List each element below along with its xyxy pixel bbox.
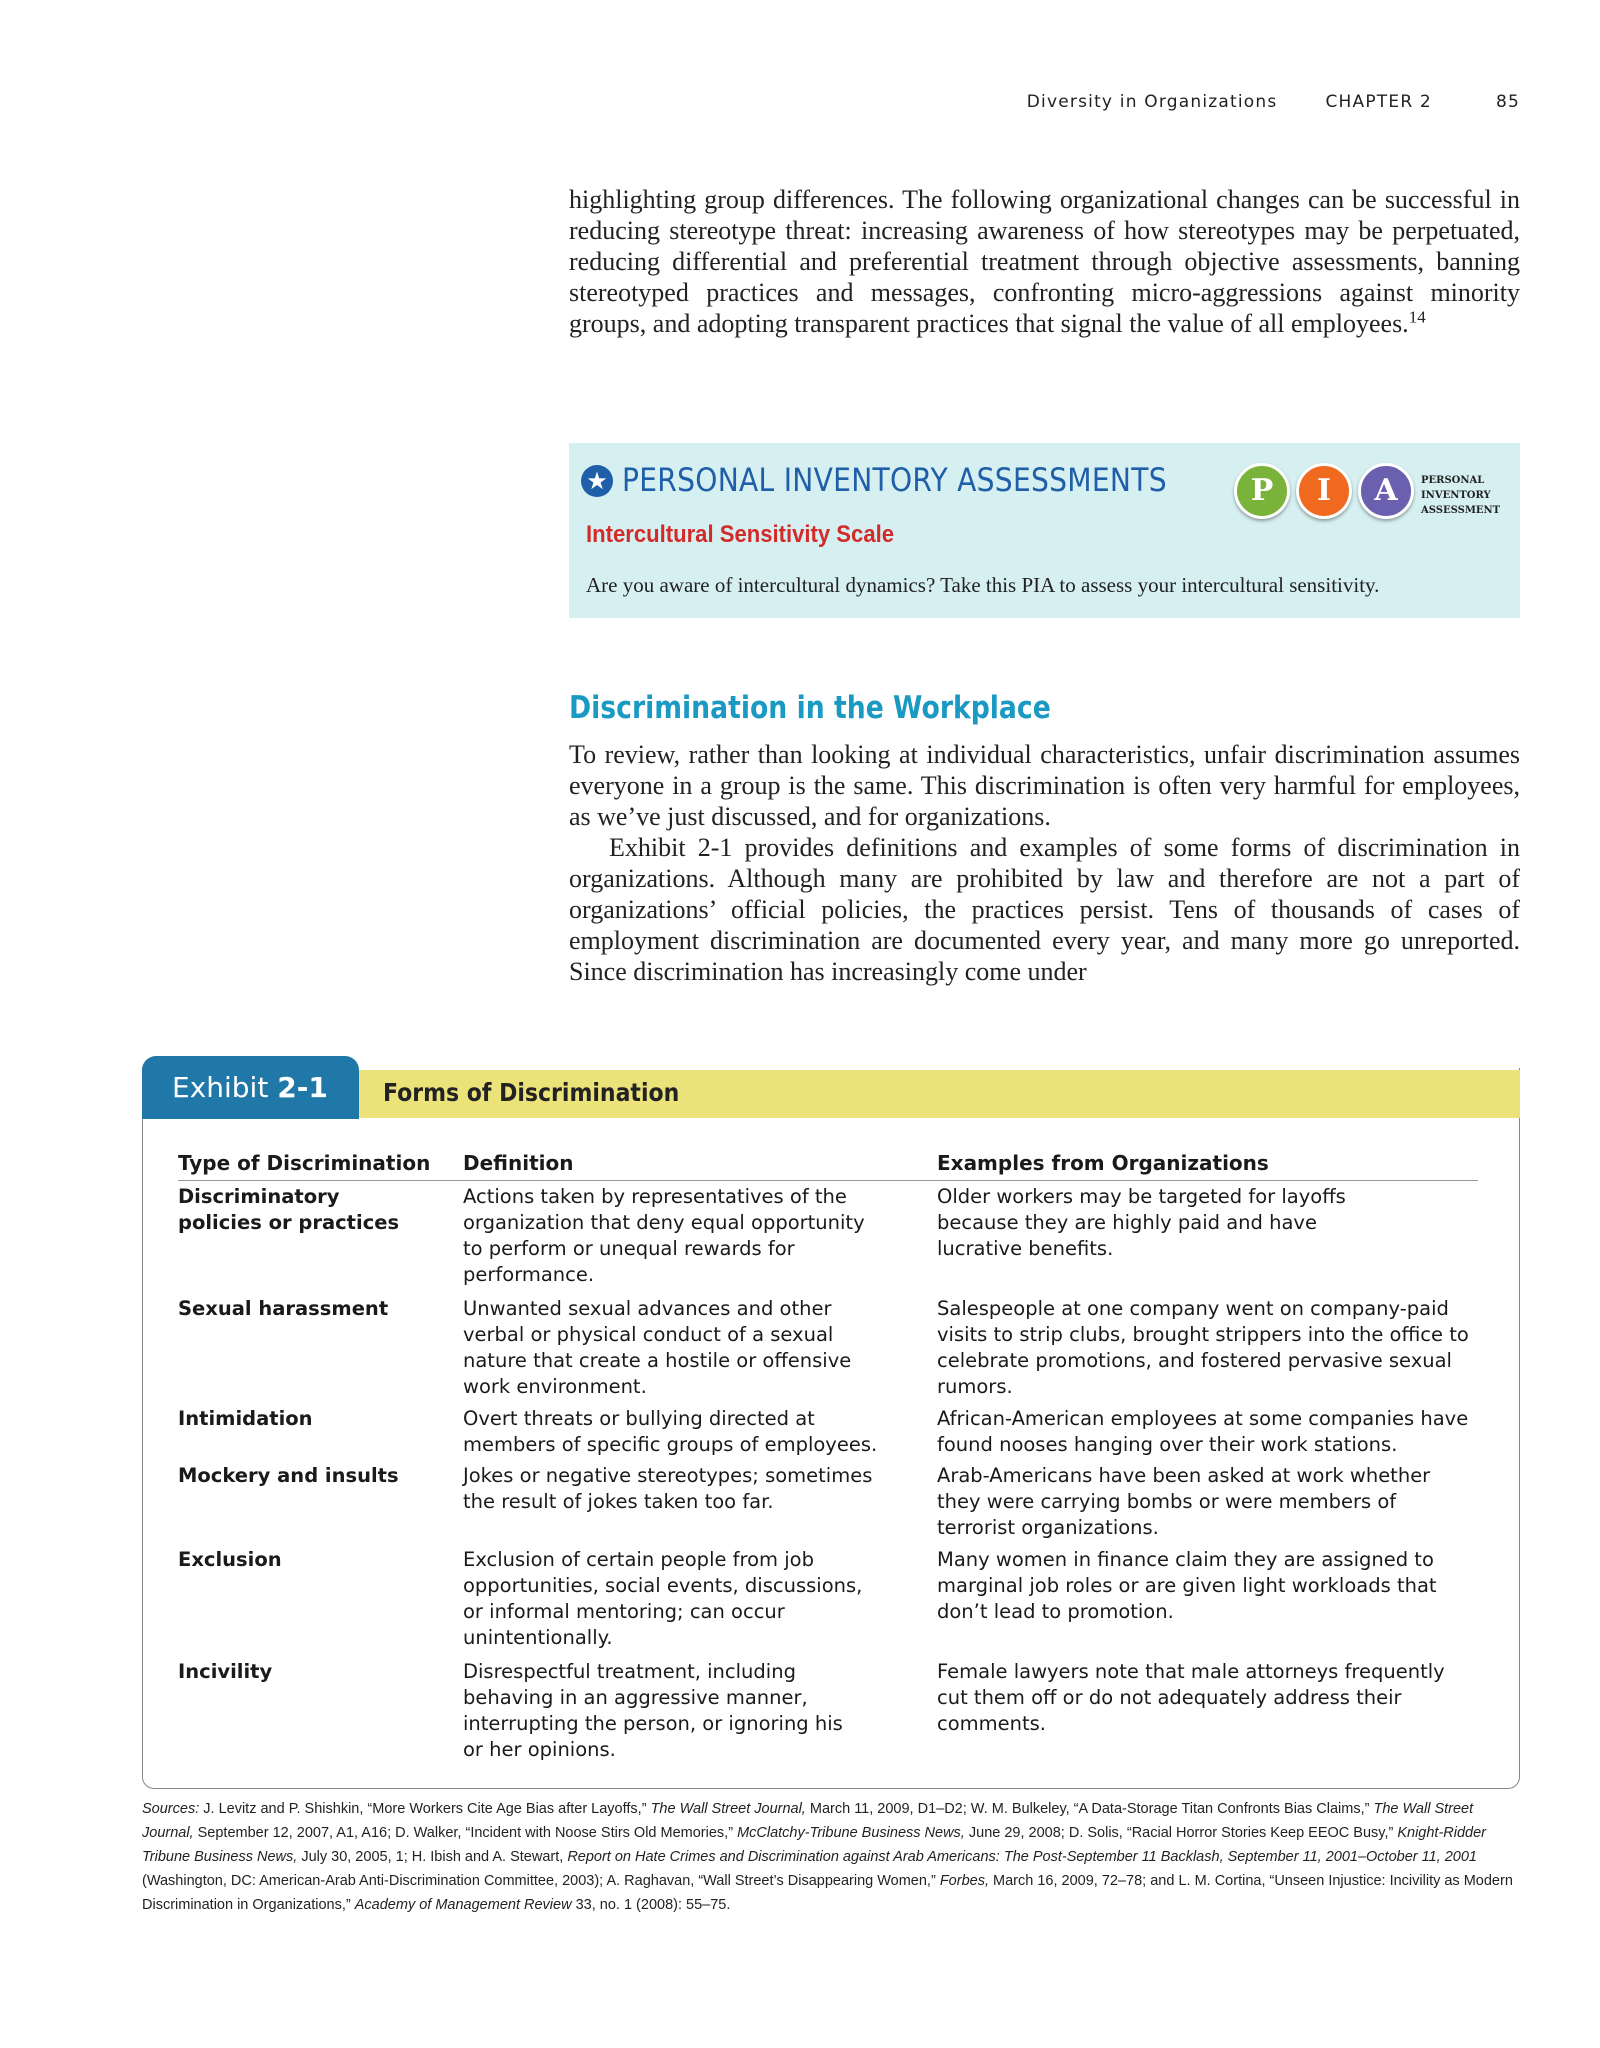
pia-heading: PERSONAL INVENTORY ASSESSMENTS xyxy=(622,461,1167,499)
intro-text: highlighting group differences. The following organizational changes can be successful in reducing stereotype threat: increasing awareness of how stereotypes may be perpetuated, reducing differential and preferential treatment through objective assessments, banning stereotyped practices and messages, confronting micro-aggressions against minority groups, and adopting transparent practices that signal the value of all employees. xyxy=(569,185,1520,338)
column-header-type: Type of Discrimination xyxy=(178,1151,431,1175)
star-icon: ★ xyxy=(581,465,613,497)
row-type: Mockery and insults xyxy=(178,1464,399,1487)
sources-journal: Academy of Management Review xyxy=(354,1897,572,1913)
sources-journal: Forbes, xyxy=(939,1873,989,1889)
row-definition: Unwanted sexual advances and other verbal or physical conduct of a sexual nature that create a hostile or offensive work environment. xyxy=(463,1297,852,1398)
row-type: Sexual harassment xyxy=(178,1297,389,1320)
column-header-examples: Examples from Organizations xyxy=(937,1151,1269,1175)
pia-logo-a: A xyxy=(1358,463,1414,519)
row-definition: Disrespectful treatment, including behaving in an aggressive manner, interrupting the person, or ignoring his or her opinions. xyxy=(463,1660,843,1761)
sources-label: Sources: xyxy=(142,1801,200,1817)
row-type: Discriminatory policies or practices xyxy=(178,1185,400,1234)
exhibit-label: Exhibit xyxy=(172,1071,269,1104)
page-number: 85 xyxy=(1495,92,1520,112)
exhibit-tab xyxy=(142,1056,359,1119)
row-type: Incivility xyxy=(178,1660,273,1683)
intro-paragraph xyxy=(569,184,1520,339)
pia-logo xyxy=(1234,463,1414,519)
sources-text: March 16, 2009, 72–78; and L. M. Cortina, “Unseen Injustice: Incivility as Modern Discrimination in Organizations,” xyxy=(142,1873,1513,1913)
sources-note xyxy=(142,1797,1520,1917)
row-example: African-American employees at some companies have found nooses hanging over their work stations. xyxy=(937,1407,1469,1456)
row-definition: Jokes or negative stereotypes; sometimes the result of jokes taken too far. xyxy=(463,1464,873,1513)
pia-logo-text-line: PERSONAL xyxy=(1421,475,1485,486)
pia-logo-text-line: ASSESSMENT xyxy=(1421,505,1501,516)
sources-journal: Knight-Ridder Tribune Business News, xyxy=(142,1825,1487,1865)
row-type: Intimidation xyxy=(178,1407,313,1430)
footnote-ref[interactable]: 14 xyxy=(1408,307,1426,327)
row-definition: Exclusion of certain people from job opportunities, social events, discussions, or informal mentoring; can occur unintentionally. xyxy=(463,1548,863,1649)
running-head xyxy=(1027,92,1520,112)
exhibit-number: 2-1 xyxy=(277,1071,328,1104)
pia-description: Are you aware of intercultural dynamics? Take this PIA to assess your intercultural sensitivity. xyxy=(586,573,1380,597)
row-definition: Overt threats or bullying directed at members of specific groups of employees. xyxy=(463,1407,878,1456)
column-header-definition: Definition xyxy=(463,1151,574,1175)
section-paragraph-2: Exhibit 2-1 provides definitions and examples of some forms of discrimination in organizations. Although many are prohibited by law and therefore are not a part of organizations’ official policies, the practices persist. Tens of thousands of cases of employment discrimination are documented every year, and many more go unreported. Since discrimination has increasingly come under xyxy=(569,833,1520,986)
running-head-chapter: CHAPTER 2 xyxy=(1325,92,1432,112)
sources-journal: The Wall Street Journal, xyxy=(650,1801,806,1817)
sources-text: J. Levitz and P. Shishkin, “More Workers Cite Age Bias after Layoffs,” xyxy=(203,1801,647,1817)
running-head-title: Diversity in Organizations xyxy=(1026,92,1278,112)
sources-journal: The Wall Street Journal, xyxy=(142,1801,1474,1841)
sources-text: September 12, 2007, A1, A16; D. Walker, “Incident with Noose Stirs Old Memories,” xyxy=(197,1825,734,1841)
sources-journal: McClatchy-Tribune Business News, xyxy=(737,1825,965,1841)
sources-text: (Washington, DC: American-Arab Anti-Discrimination Committee, 2003); A. Raghavan, “Wall Street’s Disappearing Women,” xyxy=(142,1873,936,1889)
sources-text: June 29, 2008; D. Solis, “Racial Horror Stories Keep EEOC Busy,” xyxy=(968,1825,1394,1841)
pia-logo-p: P xyxy=(1234,463,1290,519)
row-example: Arab-Americans have been asked at work whether they were carrying bombs or were members of terrorist organizations. xyxy=(937,1464,1431,1539)
row-example: Many women in finance claim they are assigned to marginal job roles or are given light workloads that don’t lead to promotion. xyxy=(937,1548,1437,1623)
pia-logo-text xyxy=(1421,473,1516,518)
sources-text: 33, no. 1 (2008): 55–75. xyxy=(575,1897,731,1913)
section-heading: Discrimination in the Workplace xyxy=(569,690,1051,726)
pia-logo-text-line: INVENTORY xyxy=(1421,490,1491,501)
exhibit-title: Forms of Discrimination xyxy=(383,1078,680,1107)
exhibit-title-bar xyxy=(359,1070,1520,1118)
pia-box xyxy=(569,443,1520,618)
table-header xyxy=(178,1150,1478,1181)
sources-text: March 11, 2009, D1–D2; W. M. Bulkeley, “A Data-Storage Titan Confronts Bias Claims,” xyxy=(809,1801,1370,1817)
row-definition: Actions taken by representatives of the organization that deny equal opportunity to perform or unequal rewards for performance. xyxy=(463,1185,865,1286)
row-example: Older workers may be targeted for layoffs because they are highly paid and have lucrative benefits. xyxy=(937,1185,1346,1260)
section-paragraph-1: To review, rather than looking at individual characteristics, unfair discrimination assumes everyone in a group is the same. This discrimination is often very harmful for employees, as we’ve just discussed, and for organizations. xyxy=(569,740,1520,831)
sources-journal: Report on Hate Crimes and Discrimination against Arab Americans: The Post-September 11 Backlash, September 11, 2001–October 11, 2001 xyxy=(567,1849,1477,1865)
sources-text: July 30, 2005, 1; H. Ibish and A. Stewart, xyxy=(301,1849,564,1865)
row-example: Female lawyers note that male attorneys frequently cut them off or do not adequately address their comments. xyxy=(937,1660,1445,1735)
row-type: Exclusion xyxy=(178,1548,282,1571)
pia-logo-i: I xyxy=(1296,463,1352,519)
exhibit-2-1 xyxy=(142,1056,1520,1789)
row-example: Salespeople at one company went on company-paid visits to strip clubs, brought strippers into the office to celebrate promotions, and fostered pervasive sexual rumors. xyxy=(937,1297,1469,1398)
pia-subheading[interactable]: Intercultural Sensitivity Scale xyxy=(586,521,895,548)
